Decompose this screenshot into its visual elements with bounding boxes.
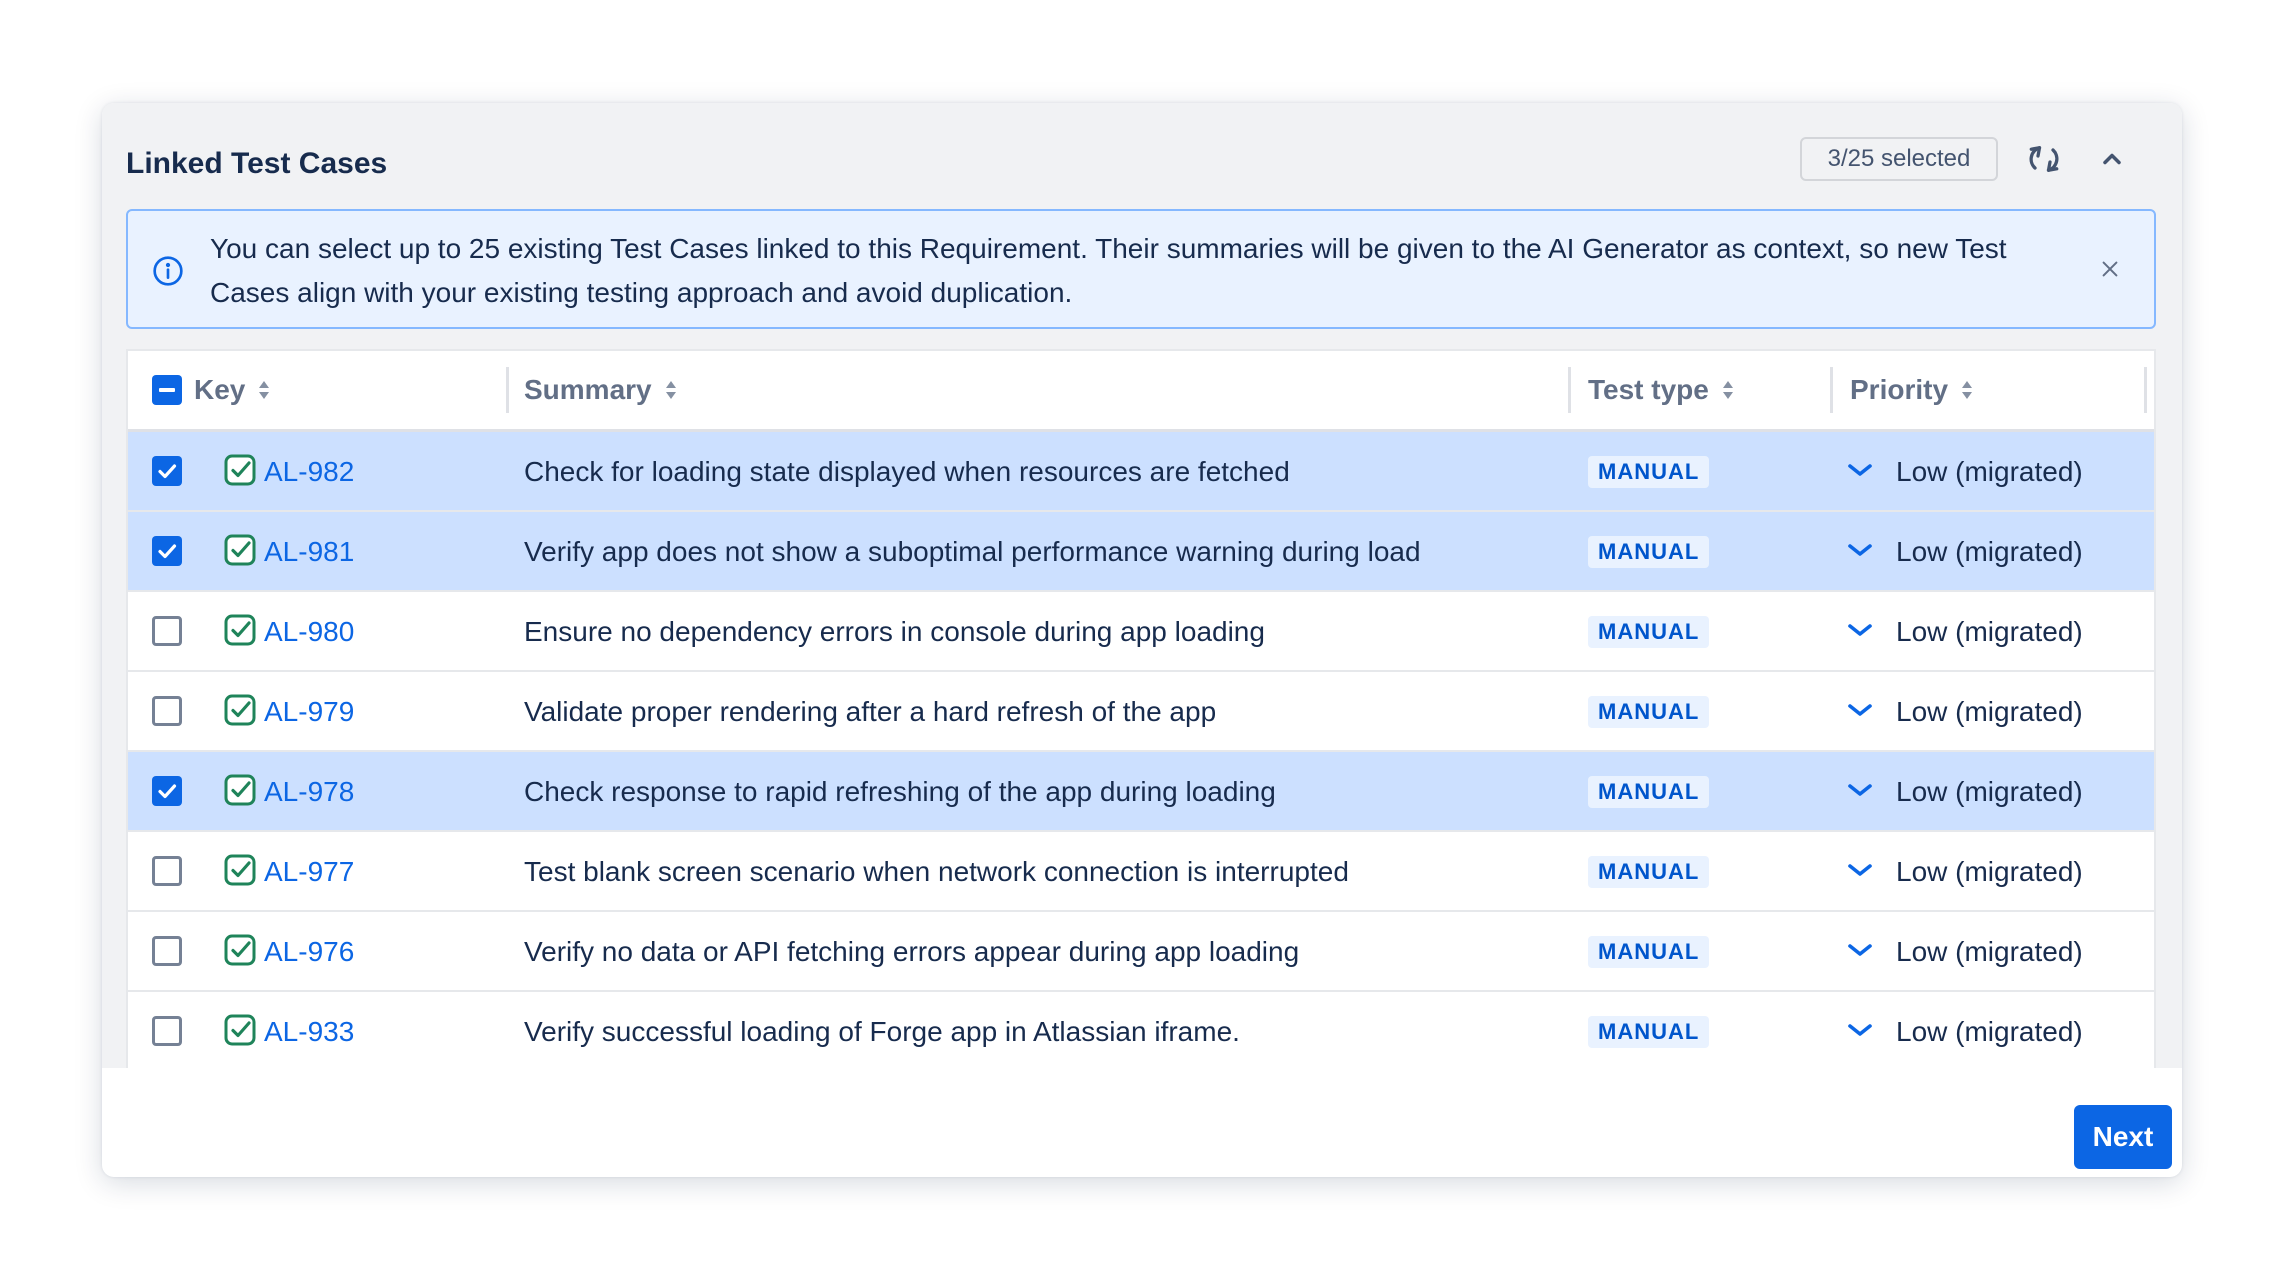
- row-checkbox[interactable]: [152, 776, 182, 806]
- row-checkbox[interactable]: [152, 536, 182, 566]
- issue-key-link[interactable]: AL-978: [264, 776, 355, 807]
- test-type-lozenge: MANUAL: [1588, 936, 1709, 968]
- column-header-summary[interactable]: [524, 351, 678, 429]
- priority-low-icon: [1846, 860, 1874, 880]
- test-case-summary: Verify app does not show a suboptimal performance warning during load: [524, 536, 1421, 567]
- panel-title: Linked Test Cases: [126, 147, 388, 180]
- priority-label: Low (migrated): [1896, 776, 2083, 807]
- issue-key-link[interactable]: AL-976: [264, 936, 355, 967]
- test-issue-icon: [224, 454, 256, 486]
- table-row[interactable]: [128, 912, 2154, 992]
- column-header-summary-label: Summary: [524, 374, 652, 405]
- test-case-summary: Check for loading state displayed when resources are fetched: [524, 456, 1290, 487]
- test-case-summary: Check response to rapid refreshing of the app during loading: [524, 776, 1276, 807]
- panel-body: [102, 103, 2182, 1068]
- test-case-summary: Validate proper rendering after a hard refresh of the app: [524, 696, 1217, 727]
- priority-low-icon: [1846, 460, 1874, 480]
- info-icon: [152, 255, 184, 287]
- sort-icon: [257, 379, 271, 401]
- column-header-priority[interactable]: [1850, 351, 1974, 429]
- test-type-lozenge: MANUAL: [1588, 536, 1709, 568]
- column-header-key-label: Key: [194, 374, 246, 405]
- sort-icon: [664, 379, 678, 401]
- test-cases-table: [126, 349, 2156, 1068]
- column-header-test-type[interactable]: [1588, 351, 1735, 429]
- table-row[interactable]: [128, 672, 2154, 752]
- sort-icon: [1721, 379, 1735, 401]
- test-issue-icon: [224, 934, 256, 966]
- column-divider[interactable]: [1568, 367, 1571, 413]
- info-banner: [126, 209, 2156, 329]
- priority-label: Low (migrated): [1896, 456, 2083, 487]
- priority-low-icon: [1846, 940, 1874, 960]
- issue-key-link[interactable]: AL-981: [264, 536, 355, 567]
- indeterminate-icon: [152, 375, 182, 405]
- test-case-summary: Ensure no dependency errors in console during app loading: [524, 616, 1265, 647]
- test-issue-icon: [224, 1014, 256, 1046]
- selection-count-badge: 3/25 selected: [1800, 137, 1998, 181]
- dismiss-banner-button[interactable]: [2090, 249, 2130, 289]
- row-checkbox[interactable]: [152, 456, 182, 486]
- row-checkbox[interactable]: [152, 696, 182, 726]
- column-header-key[interactable]: [194, 351, 271, 429]
- next-button[interactable]: Next: [2074, 1105, 2172, 1169]
- collapse-button[interactable]: [2088, 135, 2136, 183]
- checkmark-icon: [152, 456, 182, 486]
- priority-low-icon: [1846, 1020, 1874, 1040]
- test-case-summary: Test blank screen scenario when network connection is interrupted: [524, 856, 1349, 887]
- test-issue-icon: [224, 534, 256, 566]
- test-issue-icon: [224, 694, 256, 726]
- checkmark-icon: [152, 536, 182, 566]
- linked-test-cases-panel: [102, 103, 2182, 1177]
- row-checkbox[interactable]: [152, 1016, 182, 1046]
- sort-icon: [1960, 379, 1974, 401]
- row-checkbox[interactable]: [152, 616, 182, 646]
- priority-label: Low (migrated): [1896, 856, 2083, 887]
- table-row[interactable]: [128, 592, 2154, 672]
- select-all-checkbox[interactable]: [152, 375, 182, 405]
- issue-key-link[interactable]: AL-933: [264, 1016, 355, 1047]
- test-type-lozenge: MANUAL: [1588, 456, 1709, 488]
- test-issue-icon: [224, 854, 256, 886]
- checkmark-icon: [152, 776, 182, 806]
- column-header-priority-label: Priority: [1850, 374, 1949, 405]
- table-row[interactable]: [128, 832, 2154, 912]
- table-row[interactable]: [128, 432, 2154, 512]
- priority-label: Low (migrated): [1896, 1016, 2083, 1047]
- priority-label: Low (migrated): [1896, 696, 2083, 727]
- column-header-test-type-label: Test type: [1588, 374, 1709, 405]
- refresh-icon: [2026, 141, 2062, 177]
- priority-label: Low (migrated): [1896, 536, 2083, 567]
- issue-key-link[interactable]: AL-980: [264, 616, 355, 647]
- test-type-lozenge: MANUAL: [1588, 1016, 1709, 1048]
- row-checkbox[interactable]: [152, 936, 182, 966]
- test-case-summary: Verify successful loading of Forge app in Atlassian iframe.: [524, 1016, 1240, 1047]
- priority-low-icon: [1846, 780, 1874, 800]
- test-type-lozenge: MANUAL: [1588, 696, 1709, 728]
- test-type-lozenge: MANUAL: [1588, 616, 1709, 648]
- test-case-summary: Verify no data or API fetching errors appear during app loading: [524, 936, 1300, 967]
- column-divider[interactable]: [1830, 367, 1833, 413]
- test-issue-icon: [224, 614, 256, 646]
- test-type-lozenge: MANUAL: [1588, 856, 1709, 888]
- test-type-lozenge: MANUAL: [1588, 776, 1709, 808]
- table-header: [128, 351, 2154, 432]
- refresh-button[interactable]: [2020, 135, 2068, 183]
- priority-low-icon: [1846, 540, 1874, 560]
- column-divider[interactable]: [506, 367, 509, 413]
- issue-key-link[interactable]: AL-977: [264, 856, 355, 887]
- priority-low-icon: [1846, 620, 1874, 640]
- table-row[interactable]: [128, 512, 2154, 592]
- priority-label: Low (migrated): [1896, 936, 2083, 967]
- chevron-up-icon: [2098, 145, 2126, 173]
- issue-key-link[interactable]: AL-979: [264, 696, 355, 727]
- priority-low-icon: [1846, 700, 1874, 720]
- table-row[interactable]: [128, 752, 2154, 832]
- table-row[interactable]: [128, 992, 2154, 1068]
- close-icon: [2099, 258, 2121, 280]
- issue-key-link[interactable]: AL-982: [264, 456, 355, 487]
- info-banner-text: You can select up to 25 existing Test Cases linked to this Requirement. Their summaries will be given to the AI Generator as context, so new Test Cases align with your existing testing approach and avoid duplication.: [210, 233, 2007, 308]
- column-divider[interactable]: [2144, 367, 2147, 413]
- test-issue-icon: [224, 774, 256, 806]
- priority-label: Low (migrated): [1896, 616, 2083, 647]
- row-checkbox[interactable]: [152, 856, 182, 886]
